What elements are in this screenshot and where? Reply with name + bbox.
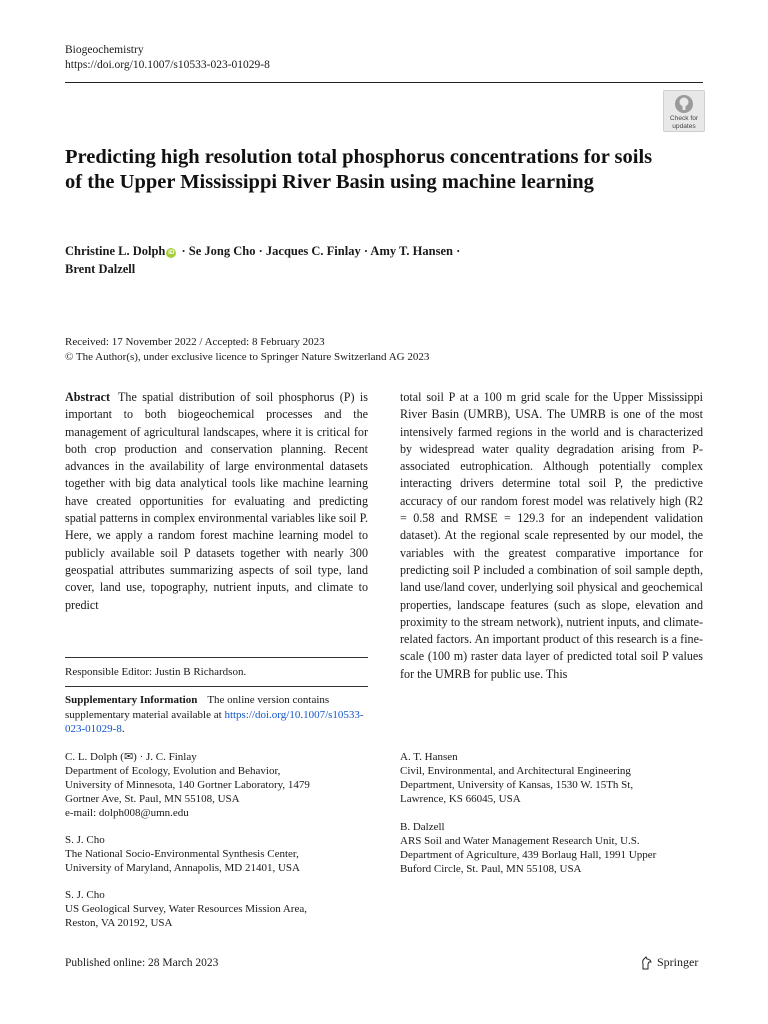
abstract-heading: Abstract	[65, 390, 111, 404]
header-divider	[65, 82, 703, 83]
affiliation-line: ARS Soil and Water Management Research Unit, U.S.	[400, 835, 640, 847]
abstract-left	[65, 389, 368, 614]
affiliation-name: S. J. Cho	[65, 889, 105, 901]
supp-text: The online version contains supplementary material available at	[65, 694, 330, 721]
affiliation-line: University of Minnesota, 140 Gortner Laboratory, 1479	[65, 779, 310, 791]
springer-horse-icon	[640, 956, 653, 970]
affiliation-name: B. Dalzell	[400, 821, 445, 833]
received-accepted: Received: 17 November 2022 / Accepted: 8 February 2023	[65, 336, 325, 348]
affiliation-line: Civil, Environmental, and Architectural Engineering	[400, 765, 631, 777]
responsible-editor: Responsible Editor: Justin B Richardson.	[65, 666, 247, 678]
affiliation-line: Department, University of Kansas, 1530 W. 15Th St,	[400, 779, 634, 791]
affiliation-line: Gortner Ave, St. Paul, MN 55108, USA	[65, 793, 240, 805]
badge-label-2: updates	[672, 123, 696, 130]
abstract-right: total soil P at a 100 m grid scale for the Upper Mississippi River Basin (UMRB), USA. The UMRB is one of the most intensively farmed regions in the world and is characterized by widespread water quality degradation arising from P-associated eutrophication. Although potentially complex interacting drivers determine total soil P, the predictive accuracy of our random forest model was relatively high (R2 = 0.58 and RMSE = 129.3 for an independent validation dataset). At the regional scale represented by our model, the variables with the greatest comparative importance for predicting soil P included a combination of soil sample depth, land use/land cover, underlying soil physical and geochemical properties, landscape features (such as slope, elevation and proximity to the stream network), nutrient inputs, and climate-related factors. An important product of this research is a fine-scale (100 m) raster data layer of predicted total soil P values for the UMRB for public use. This	[400, 390, 703, 681]
affiliation-block-1	[65, 750, 365, 820]
author-last: Brent Dalzell	[65, 262, 136, 276]
paper-title: Predicting high resolution total phosphorus concentrations for soils of the Upper Mississippi River Basin using machine learning	[65, 146, 653, 193]
affiliation-line: Lawrence, KS 66045, USA	[400, 793, 521, 805]
supp-link[interactable]: https://doi.org/10.1007/s10533-023-01029-8	[65, 708, 364, 735]
check-for-updates-badge[interactable]	[663, 90, 705, 132]
affiliation-block-2	[65, 833, 365, 875]
publisher-name: Springer	[657, 955, 699, 969]
affiliation-line: The National Socio-Environmental Synthesis Center,	[65, 848, 299, 860]
supp-divider	[65, 686, 368, 687]
badge-label-1: Check for	[669, 115, 699, 122]
orcid-icon[interactable]: iD	[168, 249, 175, 256]
copyright-line: © The Author(s), under exclusive licence to Springer Nature Switzerland AG 2023	[65, 350, 430, 363]
author-rest: · Se Jong Cho · Jacques C. Finlay · Amy T. Hansen ·	[178, 244, 461, 258]
author-list	[65, 242, 685, 278]
check-updates-icon	[674, 94, 694, 114]
affiliation-line: Reston, VA 20192, USA	[65, 917, 173, 929]
affiliation-line: Buford Circle, St. Paul, MN 55108, USA	[400, 863, 582, 875]
article-dates	[65, 335, 429, 364]
affiliation-line: US Geological Survey, Water Resources Mission Area,	[65, 903, 307, 915]
supplementary-info	[65, 693, 368, 737]
journal-header	[65, 43, 270, 73]
notes-divider	[65, 657, 368, 658]
affiliation-block-3	[65, 888, 365, 930]
supp-end: .	[121, 723, 125, 735]
affiliation-line: Department of Ecology, Evolution and Behavior,	[65, 765, 281, 777]
doi-link[interactable]: https://doi.org/10.1007/s10533-023-01029-8	[65, 59, 270, 71]
affiliation-line: University of Maryland, Annapolis, MD 21401, USA	[65, 862, 300, 874]
supp-heading: Supplementary Information	[65, 694, 198, 706]
affiliation-block-5	[400, 820, 700, 876]
affiliation-name: S. J. Cho	[65, 834, 105, 846]
author-email[interactable]: e-mail: dolph008@umn.edu	[65, 807, 189, 819]
journal-name: Biogeochemistry	[65, 44, 144, 56]
affiliation-name: C. L. Dolph (✉) · J. C. Finlay	[65, 751, 197, 763]
published-online: Published online: 28 March 2023	[65, 957, 219, 969]
affiliation-line: Department of Agriculture, 439 Borlaug Hall, 1991 Upper	[400, 849, 657, 861]
affiliation-block-4	[400, 750, 700, 806]
author-first[interactable]: Christine L. Dolph	[65, 244, 166, 258]
affiliation-name: A. T. Hansen	[400, 751, 458, 763]
abstract-text-left: The spatial distribution of soil phosphorus (P) is important to both biogeochemical processes and the management of agricultural landscapes, where it is critical for both crop production and conservation planning. Recent advances in the availability of large environmental datasets together with big data analytical tools like machine learning have created opportunities for evaluating and predicting spatial patterns in complex environmental variables like soil P. Here, we apply a random forest machine learning model to publicly available soil P datasets together with nearly 300 geospatial attributes summarizing aspects of soil type, land cover, land use, topography, nutrient inputs, and climate to predict	[65, 390, 368, 612]
publisher-logo[interactable]	[640, 955, 698, 970]
